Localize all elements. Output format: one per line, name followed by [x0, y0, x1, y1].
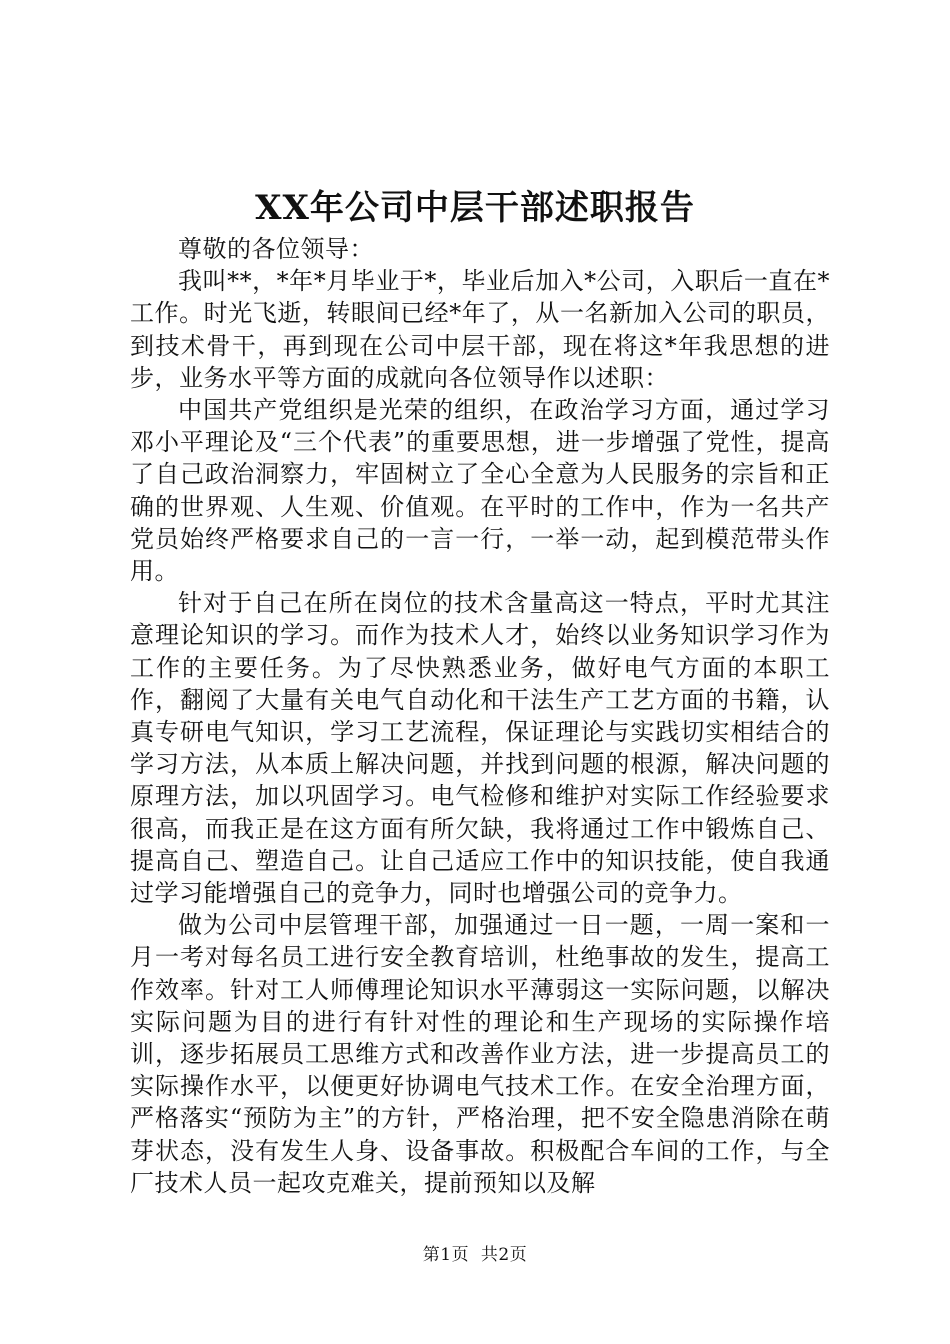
intro-paragraph: 我叫**，*年*月毕业于*，毕业后加入*公司，入职后一直在*工作。时光飞逝，转眼间已经*年了，从一名新加入公司的职员，到技术骨干，再到现在公司中层干部，现在将这*年我思想的进步，业务水平等方面的成就向各位领导作以述职： — [130, 267, 830, 392]
page-footer — [0, 1244, 950, 1266]
page-total: 共2页 — [480, 1245, 528, 1265]
salutation-paragraph: 尊敬的各位领导： — [178, 235, 374, 263]
management-paragraph: 做为公司中层管理干部，加强通过一日一题，一周一案和一月一考对每名员工进行安全教育培训，杜绝事故的发生，提高工作效率。针对工人师傅理论知识水平薄弱这一实际问题，以解决实际问题为目的进行有针对性的理论和生产现场的实际操作培训，逐步拓展员工思维方式和改善作业方法，进一步提高员工的实际操作水平，以便更好协调电气技术工作。在安全治理方面，严格落实“预防为主”的方针，严格治理，把不安全隐患消除在萌芽状态，没有发生人身、设备事故。积极配合车间的工作，与全厂技术人员一起攻克难关，提前预知以及解 — [130, 911, 830, 1197]
political-study-paragraph: 中国共产党组织是光荣的组织，在政治学习方面，通过学习邓小平理论及“三个代表”的重要思想，进一步增强了党性，提高了自己政治洞察力，牢固树立了全心全意为人民服务的宗旨和正确的世界观、人生观、价值观。在平时的工作中，作为一名共产党员始终严格要求自己的一言一行，一举一动，起到模范带头作用。 — [130, 396, 830, 586]
document-title: XX年公司中层干部述职报告 — [255, 188, 695, 228]
page-number: 第1页 — [422, 1245, 470, 1265]
document-body — [130, 233, 830, 1199]
technical-study-paragraph: 针对于自己在所在岗位的技术含量高这一特点，平时尤其注意理论知识的学习。而作为技术人才，始终以业务知识学习作为工作的主要任务。为了尽快熟悉业务，做好电气方面的本职工作，翻阅了大量有关电气自动化和干法生产工艺方面的书籍，认真专研电气知识，学习工艺流程，保证理论与实践切实相结合的学习方法，从本质上解决问题，并找到问题的根源，解决问题的原理方法，加以巩固学习。电气检修和维护对实际工作经验要求很高，而我正是在这方面有所欠缺，我将通过工作中锻炼自己、提高自己、塑造自己。让自己适应工作中的知识技能，使自我通过学习能增强自己的竞争力，同时也增强公司的竞争力。 — [130, 589, 830, 908]
